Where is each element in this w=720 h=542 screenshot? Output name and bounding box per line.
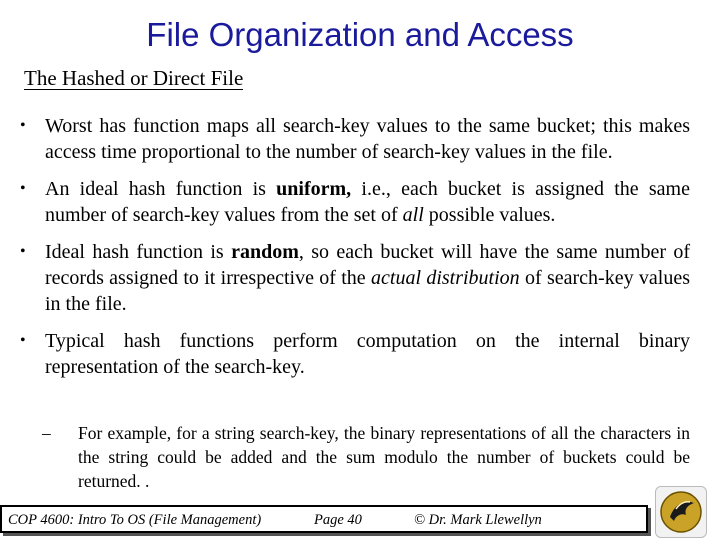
sub-bullet-text: For example, for a string search-key, the binary representations of all the characters in the string could be added and the sum modulo the number of buckets could be returned. .: [78, 423, 690, 491]
bullet-text: An ideal hash function is: [45, 178, 277, 200]
bullet-text: i.e., each bucket is assigned the same number of search-key values from the set of: [45, 178, 690, 226]
bullet-dot-icon: •: [20, 243, 26, 260]
bullet-text: Typical hash functions perform computation on the internal binary representation of the search-key.: [45, 330, 690, 378]
bullet-dot-icon: •: [20, 180, 26, 197]
footer: [0, 500, 720, 540]
ucf-pegasus-logo-icon: [655, 486, 707, 538]
bullet-text: of search-key values in the file.: [45, 267, 691, 315]
bullet-italic: actual distribution: [371, 267, 520, 289]
footer-author: © Dr. Mark Llewellyn: [414, 512, 542, 528]
slide-subtitle: The Hashed or Direct File: [24, 66, 244, 90]
bullet-list: [20, 113, 690, 391]
slide-title: File Organization and Access: [146, 16, 574, 53]
bullet-item: [20, 328, 690, 380]
bullet-item: [20, 176, 690, 228]
bullet-emphasis: uniform,: [276, 178, 352, 200]
sub-bullet: [36, 421, 690, 493]
footer-course: COP 4600: Intro To OS (File Management): [8, 512, 262, 528]
bullet-text: Ideal hash function is: [45, 241, 232, 263]
bullet-italic: all: [402, 204, 424, 226]
bullet-dot-icon: •: [20, 332, 26, 349]
bullet-dot-icon: •: [20, 117, 26, 134]
footer-page: Page 40: [314, 512, 362, 528]
bullet-text: possible values.: [423, 204, 556, 226]
bullet-item: [20, 239, 690, 317]
bullet-emphasis: random: [231, 241, 299, 263]
bullet-text: Worst has function maps all search-key values to the same bucket; this makes access time proportional to the number of search-key values in the file.: [45, 115, 690, 163]
bullet-text: , so each bucket will have the same number of records assigned to it irrespective of the: [45, 241, 691, 289]
sub-bullet-dash-icon: –: [42, 423, 51, 443]
bullet-item: [20, 113, 690, 165]
